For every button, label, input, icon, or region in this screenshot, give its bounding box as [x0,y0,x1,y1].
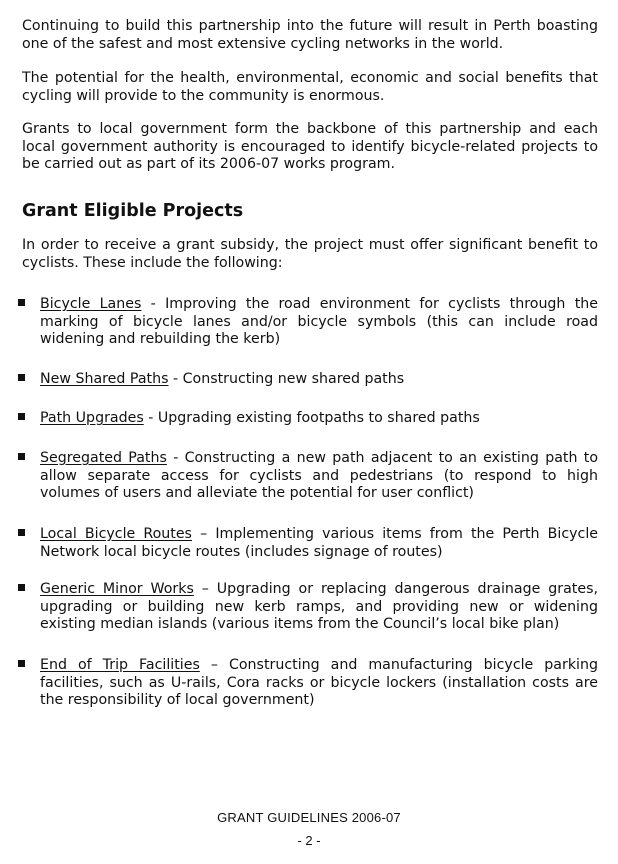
project-description: Constructing a new path adjacent to an existing path to allow separate access for cyclists and pedestrians (to respond to high volumes of users and alleviate the potential for user conflict) [40,450,599,501]
project-item-segregated-paths [18,450,598,503]
project-term: End of Trip Facilities [40,657,200,673]
square-bullet-icon [18,299,25,306]
project-term: Path Upgrades [40,410,144,426]
project-item-text [40,296,598,349]
project-term: Segregated Paths [40,450,167,466]
project-separator: - [168,371,183,387]
project-description: Upgrading existing footpaths to shared paths [157,410,480,426]
square-bullet-icon [18,413,25,420]
project-description: Constructing and manufacturing bicycle parking facilities, such as U-rails, Cora racks or bicycle lockers (installation costs are the responsibility of local government) [40,657,598,708]
project-description: Improving the road environment for cyclists through the marking of bicycle lanes and/or bicycle symbols (this can include road widening and rebuilding the kerb) [40,296,599,347]
project-separator: - [166,450,185,466]
square-bullet-icon [18,660,25,667]
section-heading: Grant Eligible Projects [22,201,244,221]
project-item-text [40,581,598,634]
project-separator: - [143,410,158,426]
project-item-text [40,657,598,710]
project-item-text [40,371,598,389]
project-description: Implementing various items from the Perth Bicycle Network local bicycle routes (includes signage of routes) [40,526,598,560]
project-term: Local Bicycle Routes [40,526,192,542]
section-intro: In order to receive a grant subsidy, the project must offer significant benefit to cyclists. These include the following: [22,237,598,271]
paragraph-partnership-future: Continuing to build this partnership into the future will result in Perth boasting one of the safest and most extensive cycling networks in the world. [22,18,598,52]
project-item-text [40,410,598,428]
project-separator: – [191,526,216,542]
project-term: Generic Minor Works [40,581,194,597]
square-bullet-icon [18,374,25,381]
footer-document-title: GRANT GUIDELINES 2006-07 [217,810,401,825]
project-separator: - [141,296,166,312]
paragraph-potential-benefits: The potential for the health, environmental, economic and social benefits that cycling will provide to the community is enormous. [22,70,598,104]
project-item-text [40,450,598,503]
project-term: Bicycle Lanes [40,296,142,312]
footer-page-number: - 2 - [297,833,321,848]
project-description: Constructing new shared paths [182,371,405,387]
project-separator: – [193,581,217,597]
paragraph-grants-backbone: Grants to local government form the backbone of this partnership and each local government authority is encouraged to identify bicycle-related projects to be carried out as part of its 2006-07 works program. [22,121,598,172]
project-item-new-shared-paths [18,371,598,389]
project-item-text [40,526,598,561]
project-description: Upgrading or replacing dangerous drainage grates, upgrading or building new kerb ramps, and providing new or widening existing median islands (various items from the Council’s local bike plan) [40,581,598,632]
project-item-end-of-trip-facilities [18,657,598,710]
project-separator: – [199,657,229,673]
project-item-generic-minor-works [18,581,598,634]
square-bullet-icon [18,453,25,460]
project-item-local-bicycle-routes [18,526,598,561]
project-item-bicycle-lanes [18,296,598,349]
project-term: New Shared Paths [40,371,169,387]
square-bullet-icon [18,529,25,536]
project-item-path-upgrades [18,410,598,428]
square-bullet-icon [18,584,25,591]
